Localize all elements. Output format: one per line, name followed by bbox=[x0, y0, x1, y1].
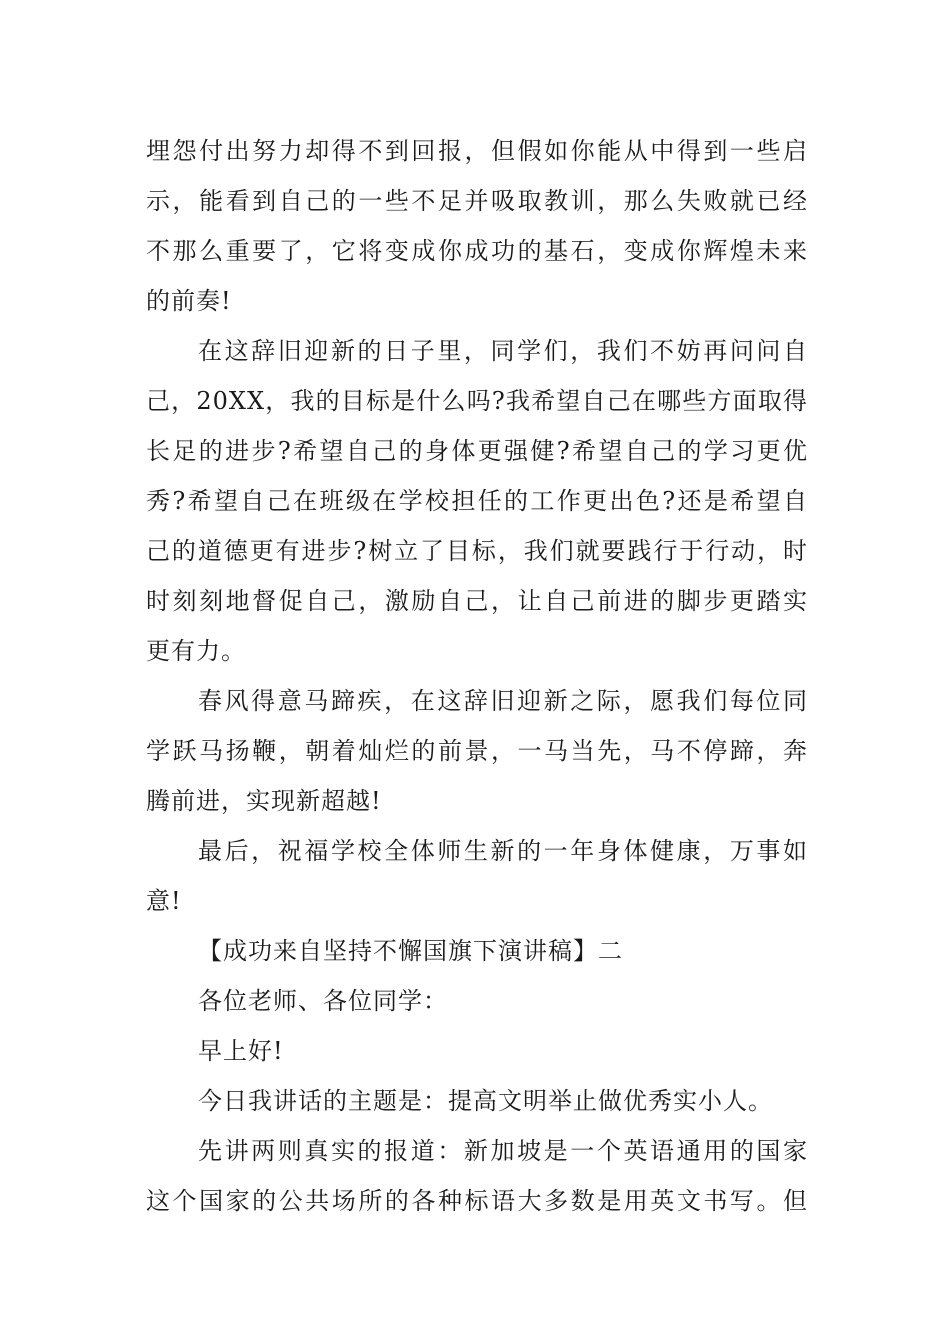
text-line: 长足的进步?希望自己的身体更强健?希望自己的学习更优 bbox=[146, 437, 808, 465]
text-line: 学跃马扬鞭，朝着灿烂的前景，一马当先，马不停蹄，奔 bbox=[146, 737, 808, 765]
topic-sentence: 今日我讲话的主题是：提高文明举止做优秀实小人。 bbox=[198, 1087, 773, 1115]
text-line: 不那么重要了，它将变成你成功的基石，变成你辉煌未来 bbox=[146, 237, 808, 265]
document-body bbox=[146, 126, 808, 1226]
paragraph-first-line: 最后，祝福学校全体师生新的一年身体健康，万事如 bbox=[198, 837, 808, 865]
text-line: 埋怨付出努力却得不到回报，但假如你能从中得到一些启 bbox=[146, 137, 808, 165]
text-line: 己的道德更有进步?树立了目标，我们就要践行于行动，时 bbox=[146, 537, 808, 565]
text-line: 意! bbox=[146, 887, 182, 915]
text-line: 腾前进，实现新超越! bbox=[146, 787, 382, 815]
text-line: 己，20XX，我的目标是什么吗?我希望自己在哪些方面取得 bbox=[146, 387, 808, 415]
paragraph-first-line: 先讲两则真实的报道：新加坡是一个英语通用的国家 bbox=[198, 1137, 808, 1165]
text-line: 示，能看到自己的一些不足并吸取教训，那么失败就已经 bbox=[146, 187, 808, 215]
text-line: 更有力。 bbox=[146, 637, 246, 665]
paragraph-first-line: 春风得意马蹄疾，在这辞旧迎新之际，愿我们每位同 bbox=[198, 687, 808, 715]
text-line: 秀?希望自己在班级在学校担任的工作更出色?还是希望自 bbox=[146, 487, 808, 515]
salutation: 各位老师、各位同学： bbox=[198, 987, 448, 1015]
greeting: 早上好! bbox=[198, 1037, 284, 1065]
paragraph-first-line: 在这辞旧迎新的日子里，同学们，我们不妨再问问自 bbox=[198, 337, 808, 365]
section-heading: 【成功来自坚持不懈国旗下演讲稿】二 bbox=[198, 937, 623, 965]
text-line: 的前奏! bbox=[146, 287, 232, 315]
text-line: 时刻刻地督促自己，激励自己，让自己前进的脚步更踏实 bbox=[146, 587, 808, 615]
text-line: 这个国家的公共场所的各种标语大多数是用英文书写。但 bbox=[146, 1187, 808, 1215]
